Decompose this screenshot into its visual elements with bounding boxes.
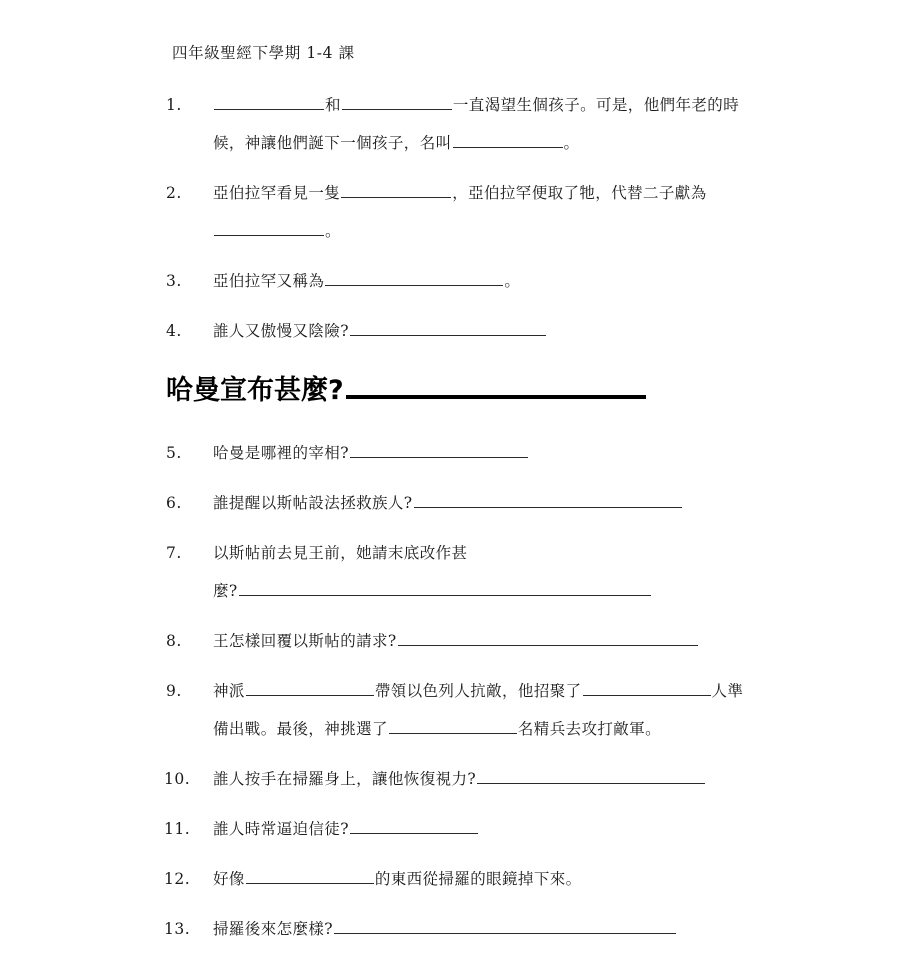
- question-text-line-1: [213, 760, 780, 798]
- question-number: 12.: [164, 870, 191, 888]
- question-fragment: 候，神讓他們誕下一個孩子，名叫: [213, 134, 452, 152]
- answer-blank[interactable]: [350, 441, 528, 458]
- answer-blank[interactable]: [214, 93, 324, 110]
- question-item-13: [164, 910, 780, 948]
- question-number: 10.: [164, 770, 191, 788]
- document-title: 四年級聖經下學期 1-4 課: [172, 44, 355, 62]
- question-text-line-1: [213, 860, 780, 898]
- question-fragment: 掃羅後來怎麼樣?: [213, 920, 334, 938]
- question-text-line-2: [213, 212, 780, 250]
- question-item-6: [164, 484, 780, 522]
- question-fragment: 亞伯拉罕又稱為: [213, 272, 325, 290]
- answer-blank[interactable]: [583, 679, 711, 696]
- question-text-line-1: [213, 174, 780, 212]
- question-list: [164, 86, 780, 350]
- question-fragment: 和: [325, 96, 341, 114]
- question-item-11: [164, 810, 780, 848]
- answer-blank[interactable]: [342, 93, 452, 110]
- question-text-line-2: [213, 710, 780, 748]
- question-fragment: 一直渴望生個孩子。可是，他們年老的時: [452, 96, 740, 114]
- answer-blank[interactable]: [477, 767, 705, 784]
- question-text-line-1: [213, 534, 780, 572]
- question-fragment: 誰人又傲慢又陰險?: [213, 322, 349, 340]
- answer-blank[interactable]: [239, 579, 651, 596]
- question-text-line-2: [213, 572, 780, 610]
- question-fragment: 神派: [213, 682, 245, 700]
- question-fragment: 哈曼是哪裡的宰相?: [213, 444, 349, 462]
- question-fragment: 。: [325, 222, 341, 240]
- question-fragment: 好像: [213, 870, 245, 888]
- question-text-line-1: [213, 910, 780, 948]
- question-item-12: [164, 860, 780, 898]
- section-heading-text: 哈曼宣布甚麼?: [166, 375, 344, 406]
- question-item-7: [164, 534, 780, 610]
- question-number: 3.: [166, 272, 182, 290]
- question-number: 5.: [166, 444, 182, 462]
- question-fragment: 麼?: [213, 582, 238, 600]
- answer-blank[interactable]: [334, 917, 676, 934]
- question-fragment: 王怎樣回覆以斯帖的請求?: [213, 632, 397, 650]
- question-item-9: [164, 672, 780, 748]
- question-fragment: 名精兵去攻打敵軍。: [517, 720, 662, 738]
- question-fragment: 。: [563, 134, 580, 152]
- question-number: 2.: [166, 184, 182, 202]
- answer-blank[interactable]: [246, 679, 374, 696]
- question-fragment: 誰人按手在掃羅身上，讓他恢復視力?: [213, 770, 477, 788]
- question-list-continued: [164, 434, 780, 948]
- question-text-line-1: [213, 86, 780, 124]
- question-text-line-1: [213, 622, 780, 660]
- question-text-line-1: [213, 434, 780, 472]
- question-number: 4.: [166, 322, 182, 340]
- section-heading-answer-blank[interactable]: [346, 376, 646, 399]
- answer-blank[interactable]: [389, 717, 517, 734]
- question-number: 9.: [166, 682, 182, 700]
- question-text-line-2: [213, 124, 780, 162]
- answer-blank[interactable]: [350, 319, 546, 336]
- answer-blank[interactable]: [214, 219, 324, 236]
- answer-blank[interactable]: [350, 817, 478, 834]
- question-fragment: 的東西從掃羅的眼鏡掉下來。: [374, 870, 582, 888]
- question-fragment: ，亞伯拉罕便取了牠，代替二子獻為: [452, 184, 707, 202]
- answer-blank[interactable]: [453, 131, 563, 148]
- question-item-2: [164, 174, 780, 250]
- question-item-1: [164, 86, 780, 162]
- answer-blank[interactable]: [246, 867, 374, 884]
- question-number: 7.: [166, 544, 182, 562]
- question-text-line-1: [213, 484, 780, 522]
- document-body: [164, 42, 780, 960]
- section-heading: [166, 374, 780, 408]
- question-item-5: [164, 434, 780, 472]
- question-text-line-1: [213, 312, 780, 350]
- question-item-3: [164, 262, 780, 300]
- question-text-line-1: [213, 810, 780, 848]
- question-fragment: 誰提醒以斯帖設法拯救族人?: [213, 494, 413, 512]
- question-item-8: [164, 622, 780, 660]
- question-fragment: 亞伯拉罕看見一隻: [213, 184, 341, 202]
- answer-blank[interactable]: [325, 269, 503, 286]
- answer-blank[interactable]: [341, 181, 451, 198]
- question-item-10: [164, 760, 780, 798]
- question-item-4: [164, 312, 780, 350]
- question-text-line-1: [213, 262, 780, 300]
- question-fragment: 帶領以色列人抗敵，他招聚了: [374, 682, 582, 700]
- question-fragment: 。: [504, 272, 521, 290]
- answer-blank[interactable]: [414, 491, 682, 508]
- question-text-line-1: [213, 672, 780, 710]
- question-fragment: 備出戰。最後，神挑選了: [213, 720, 388, 738]
- question-fragment: 以斯帖前去見王前，她請末底改作甚: [213, 544, 468, 562]
- question-fragment: 人準: [711, 682, 744, 700]
- answer-blank[interactable]: [398, 629, 698, 646]
- question-number: 8.: [166, 632, 182, 650]
- question-number: 1.: [166, 96, 182, 114]
- question-number: 6.: [166, 494, 182, 512]
- question-number: 13.: [164, 920, 191, 938]
- question-number: 11.: [164, 820, 191, 838]
- question-fragment: 誰人時常逼迫信徒?: [213, 820, 349, 838]
